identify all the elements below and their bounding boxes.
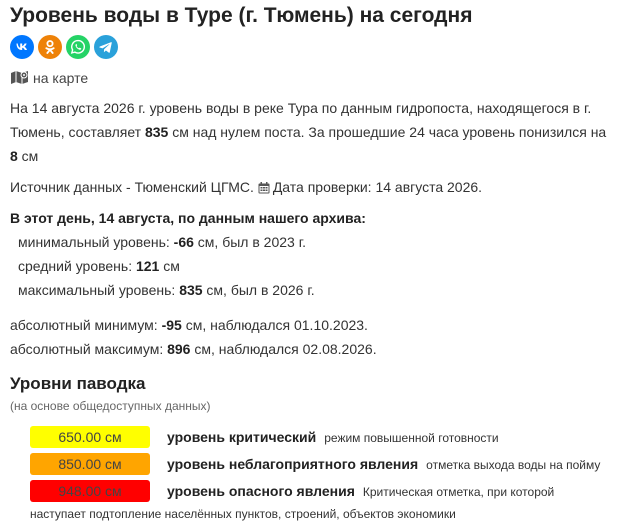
archive-min-value: -66: [173, 234, 194, 250]
map-icon: [10, 69, 29, 86]
ok-share-button[interactable]: [38, 35, 62, 59]
dangerous-level-name: уровень опасного явления: [167, 483, 355, 499]
flood-note: (на основе общедоступных данных): [10, 399, 211, 413]
adverse-level-badge: 850.00 см: [30, 453, 150, 475]
absolute-max-rest: см, наблюдался 02.08.2026.: [190, 341, 377, 357]
archive-section: [10, 206, 366, 302]
intro-text: см над нулем поста. За прошедшие 24 часа уровень понизился на: [168, 124, 607, 140]
archive-avg-rest: см: [159, 258, 180, 274]
map-link[interactable]: [10, 69, 88, 86]
calendar-icon: [258, 182, 270, 194]
critical-level-row: [167, 429, 499, 445]
adverse-level-row: [167, 456, 600, 472]
check-date: Дата проверки: 14 августа 2026.: [272, 179, 483, 195]
vk-icon: [10, 35, 34, 59]
absolute-max-label: абсолютный максимум:: [10, 341, 168, 357]
intro-paragraph: [10, 96, 606, 168]
absolute-max-value: 896: [167, 341, 191, 357]
whatsapp-icon: [66, 35, 90, 59]
absolute-max-row: [10, 337, 377, 361]
archive-max-value: 835: [179, 282, 203, 298]
ok-icon: [38, 35, 62, 59]
intro-line-2: [10, 120, 606, 144]
absolute-min-label: абсолютный минимум:: [10, 317, 162, 333]
source-line: [10, 175, 482, 199]
dangerous-level-badge: 948.00 см: [30, 480, 150, 502]
telegram-share-button[interactable]: [94, 35, 118, 59]
intro-line-3: [10, 144, 606, 168]
critical-level-desc: режим повышенной готовности: [324, 431, 499, 445]
adverse-level-name: уровень неблагоприятного явления: [167, 456, 419, 472]
intro-text: см: [17, 148, 39, 164]
archive-max-row: [10, 278, 366, 302]
page-title: Уровень воды в Туре (г. Тюмень) на сегодня: [10, 4, 473, 27]
critical-level-badge: 650.00 см: [30, 426, 150, 448]
absolute-section: [10, 313, 377, 361]
map-link-label: на карте: [33, 69, 89, 86]
dangerous-level-desc-continuation: наступает подтопление населённых пунктов, строений, объектов экономики: [30, 507, 456, 521]
level-change-value: 8: [10, 148, 18, 164]
flood-heading: Уровни паводка: [10, 374, 146, 393]
archive-max-label: максимальный уровень:: [18, 282, 180, 298]
adverse-level-desc: отметка выхода воды на пойму: [426, 458, 601, 472]
current-level-value: 835: [144, 124, 169, 140]
source-label: Источник данных - Тюменский ЦГМС.: [10, 179, 254, 195]
telegram-icon: [94, 35, 118, 59]
absolute-min-value: -95: [161, 317, 182, 333]
absolute-min-rest: см, наблюдался 01.10.2023.: [181, 317, 368, 333]
absolute-min-row: [10, 313, 377, 337]
dangerous-level-desc: Критическая отметка, при которой: [362, 485, 555, 499]
archive-avg-value: 121: [135, 258, 160, 274]
intro-line-1: На 14 августа 2026 г. уровень воды в реке Тура по данным гидропоста, находящегося в г.: [10, 100, 592, 116]
whatsapp-share-button[interactable]: [66, 35, 90, 59]
archive-max-rest: см, был в 2026 г.: [202, 282, 315, 298]
archive-min-row: [10, 230, 366, 254]
archive-avg-label: средний уровень:: [18, 258, 136, 274]
vk-share-button[interactable]: [10, 35, 34, 59]
critical-level-name: уровень критический: [167, 429, 317, 445]
archive-heading: В этот день, 14 августа, по данным нашего архива:: [10, 210, 366, 226]
dangerous-level-row: [167, 483, 554, 499]
archive-min-rest: см, был в 2023 г.: [193, 234, 306, 250]
intro-text: Тюмень, составляет: [10, 124, 145, 140]
archive-min-label: минимальный уровень:: [18, 234, 174, 250]
archive-avg-row: [10, 254, 366, 278]
